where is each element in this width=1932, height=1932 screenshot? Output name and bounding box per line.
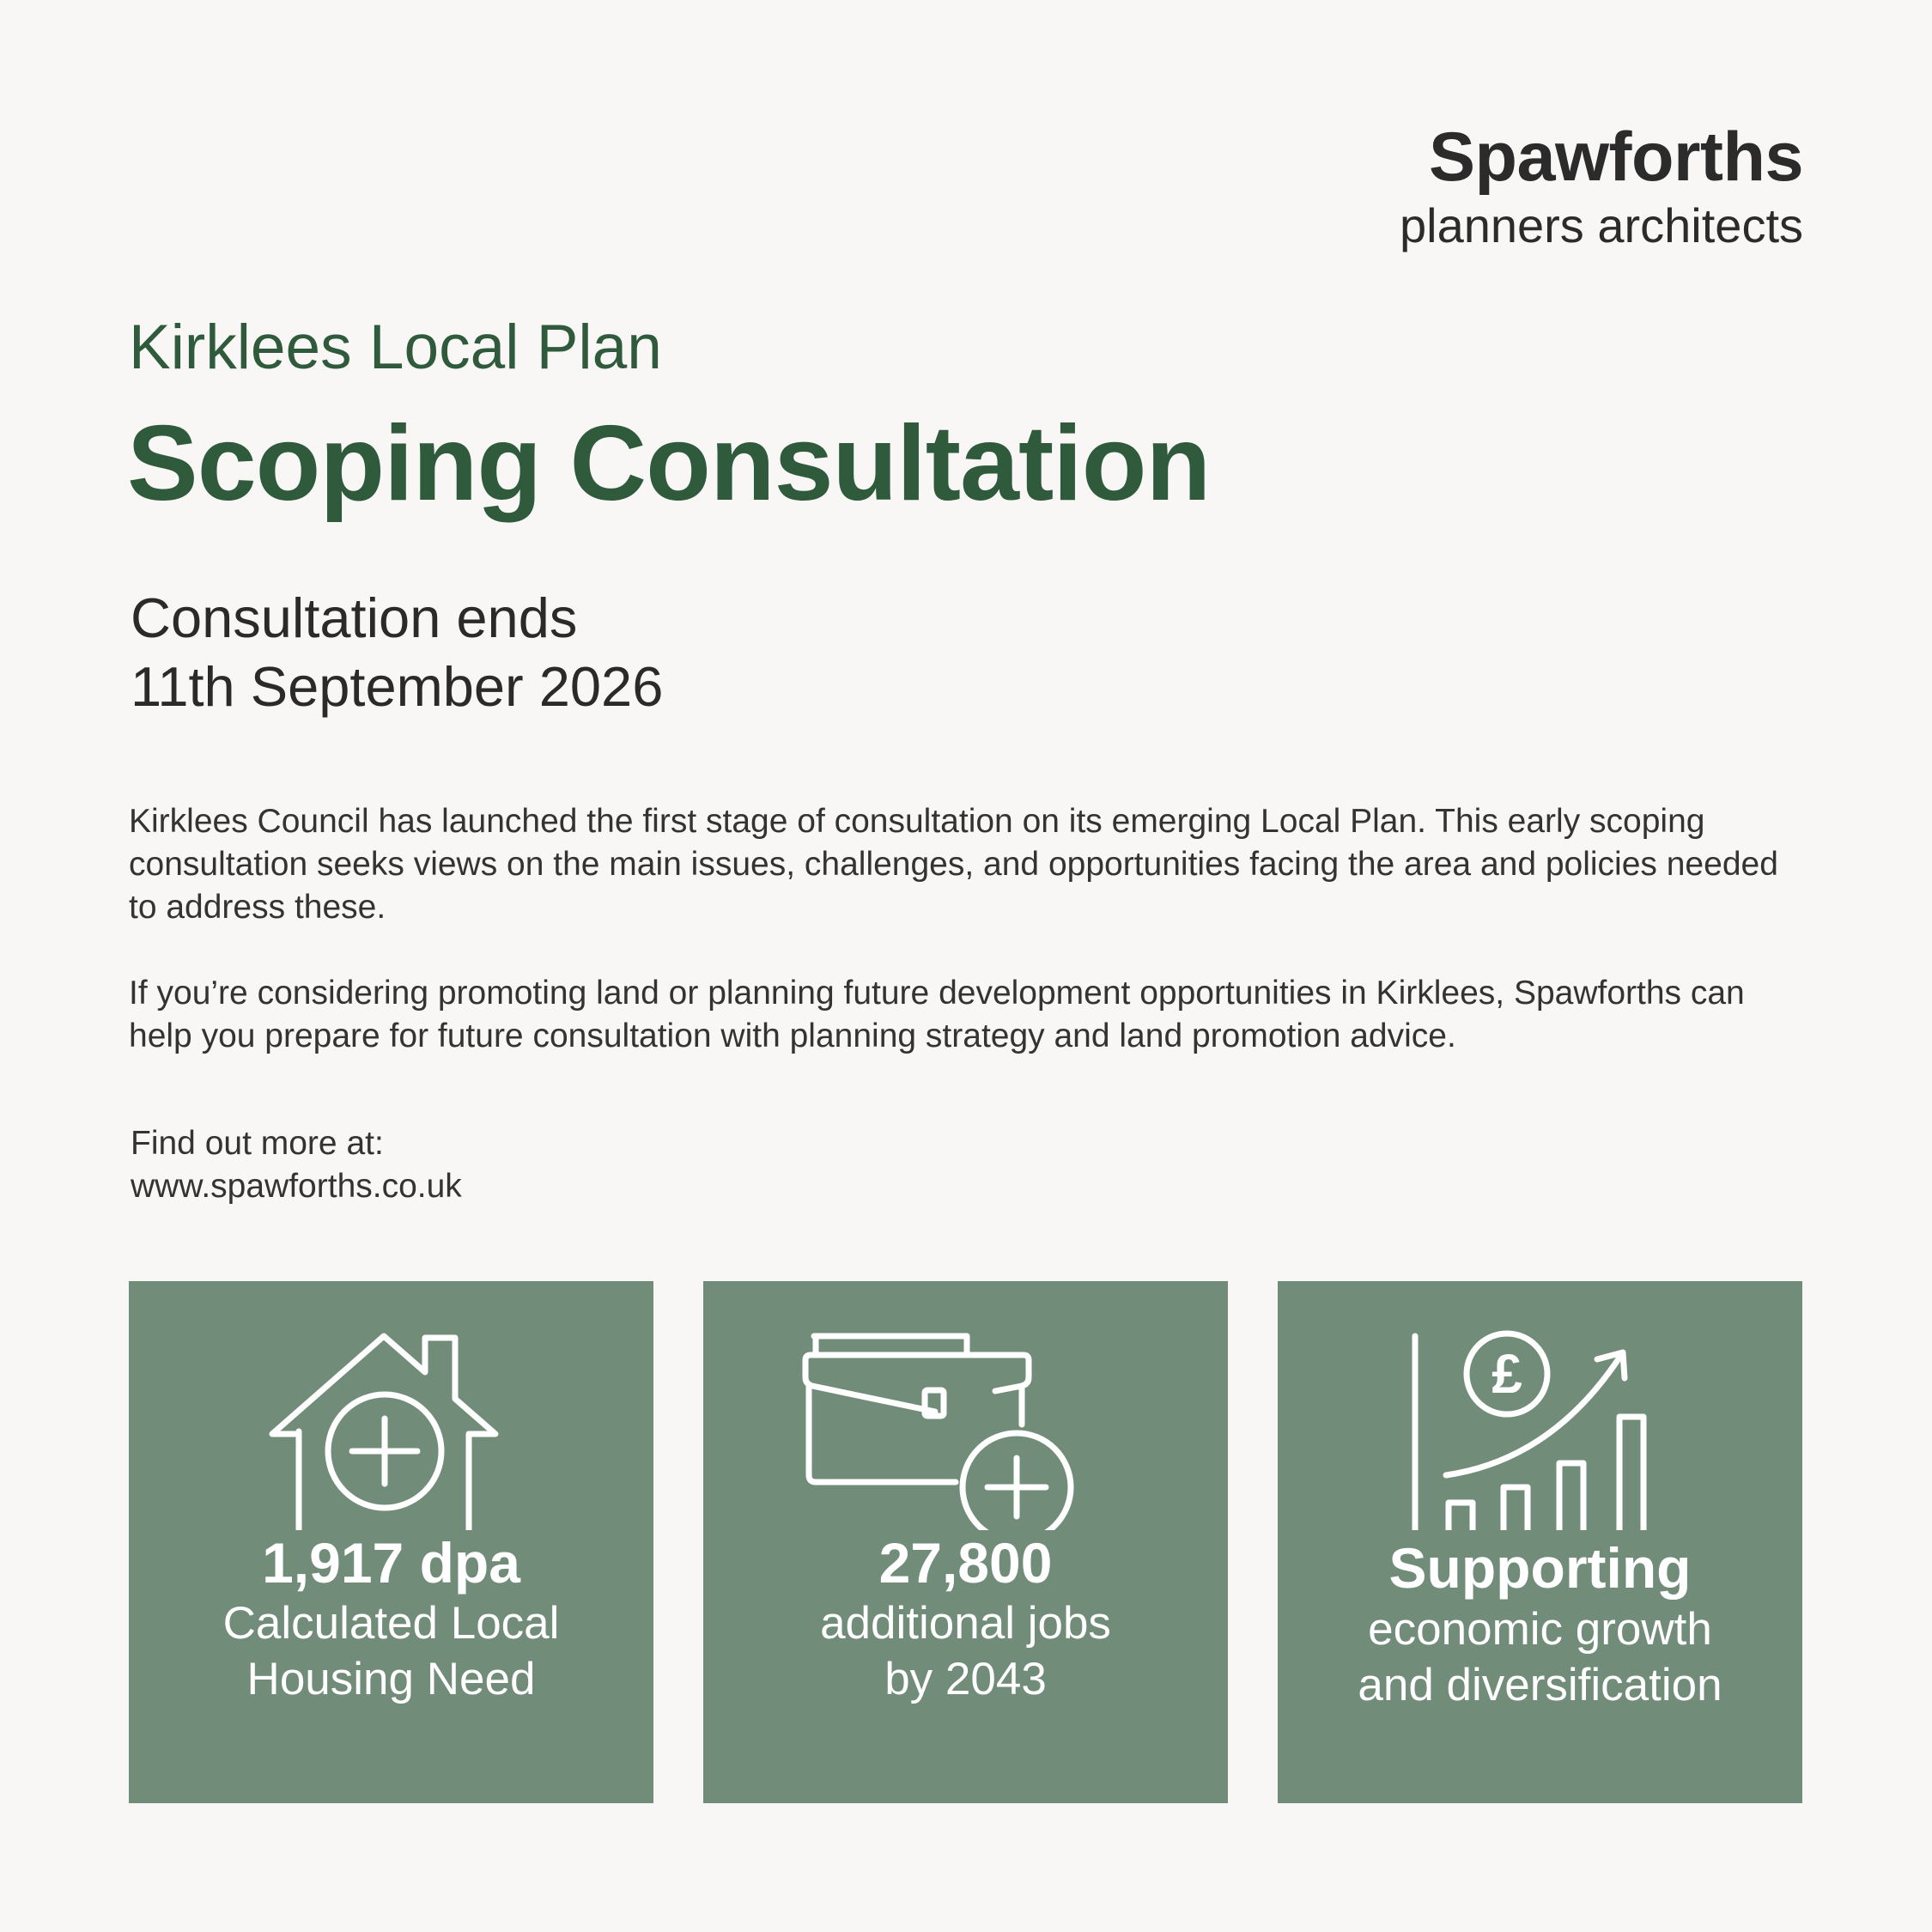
housing-stat-label: Housing Need <box>246 1654 536 1704</box>
housing-need-card <box>129 1281 653 1803</box>
growth-stat-label: economic growth <box>1368 1604 1712 1655</box>
website-link[interactable]: www.spawforths.co.uk <box>131 1168 462 1205</box>
jobs-card <box>703 1281 1228 1803</box>
growth-stat-value: Supporting <box>1388 1536 1692 1600</box>
intro-paragraph: Kirklees Council has launched the first stage of consultation on its emerging Local Plan. This early scoping consultation seeks views on the main issues, challenges, and opportunities facing the area and policies needed to address these. <box>129 803 1778 926</box>
jobs-stat-value: 27,800 <box>878 1531 1053 1595</box>
housing-stat-label: Calculated Local <box>222 1598 560 1649</box>
plan-title: Kirklees Local Plan <box>129 313 662 382</box>
economic-growth-card <box>1278 1281 1802 1803</box>
growth-stat-label: and diversification <box>1358 1660 1722 1710</box>
services-paragraph: If you’re considering promoting land or planning future development opportunities in Kirklees, Spawforths can help you prepare for future consultation with planning strategy and land promotion advice. <box>129 975 1745 1054</box>
jobs-stat-label: additional jobs <box>820 1598 1111 1649</box>
brand-name: Spawforths <box>1428 118 1803 196</box>
find-more-label: Find out more at: <box>131 1125 384 1162</box>
briefcase-plus-icon <box>703 1281 1228 1530</box>
growth-chart-pound-icon <box>1278 1281 1802 1530</box>
house-plus-icon <box>129 1281 653 1530</box>
jobs-stat-label: by 2043 <box>884 1654 1047 1704</box>
svg-text:£: £ <box>1492 1343 1522 1405</box>
deadline-date: 11th September 2026 <box>131 655 664 718</box>
page-title: Scoping Consultation <box>127 404 1211 523</box>
brand-tagline: planners architects <box>1399 198 1803 252</box>
deadline-label: Consultation ends <box>131 586 578 649</box>
housing-stat-value: 1,917 dpa <box>262 1531 520 1595</box>
